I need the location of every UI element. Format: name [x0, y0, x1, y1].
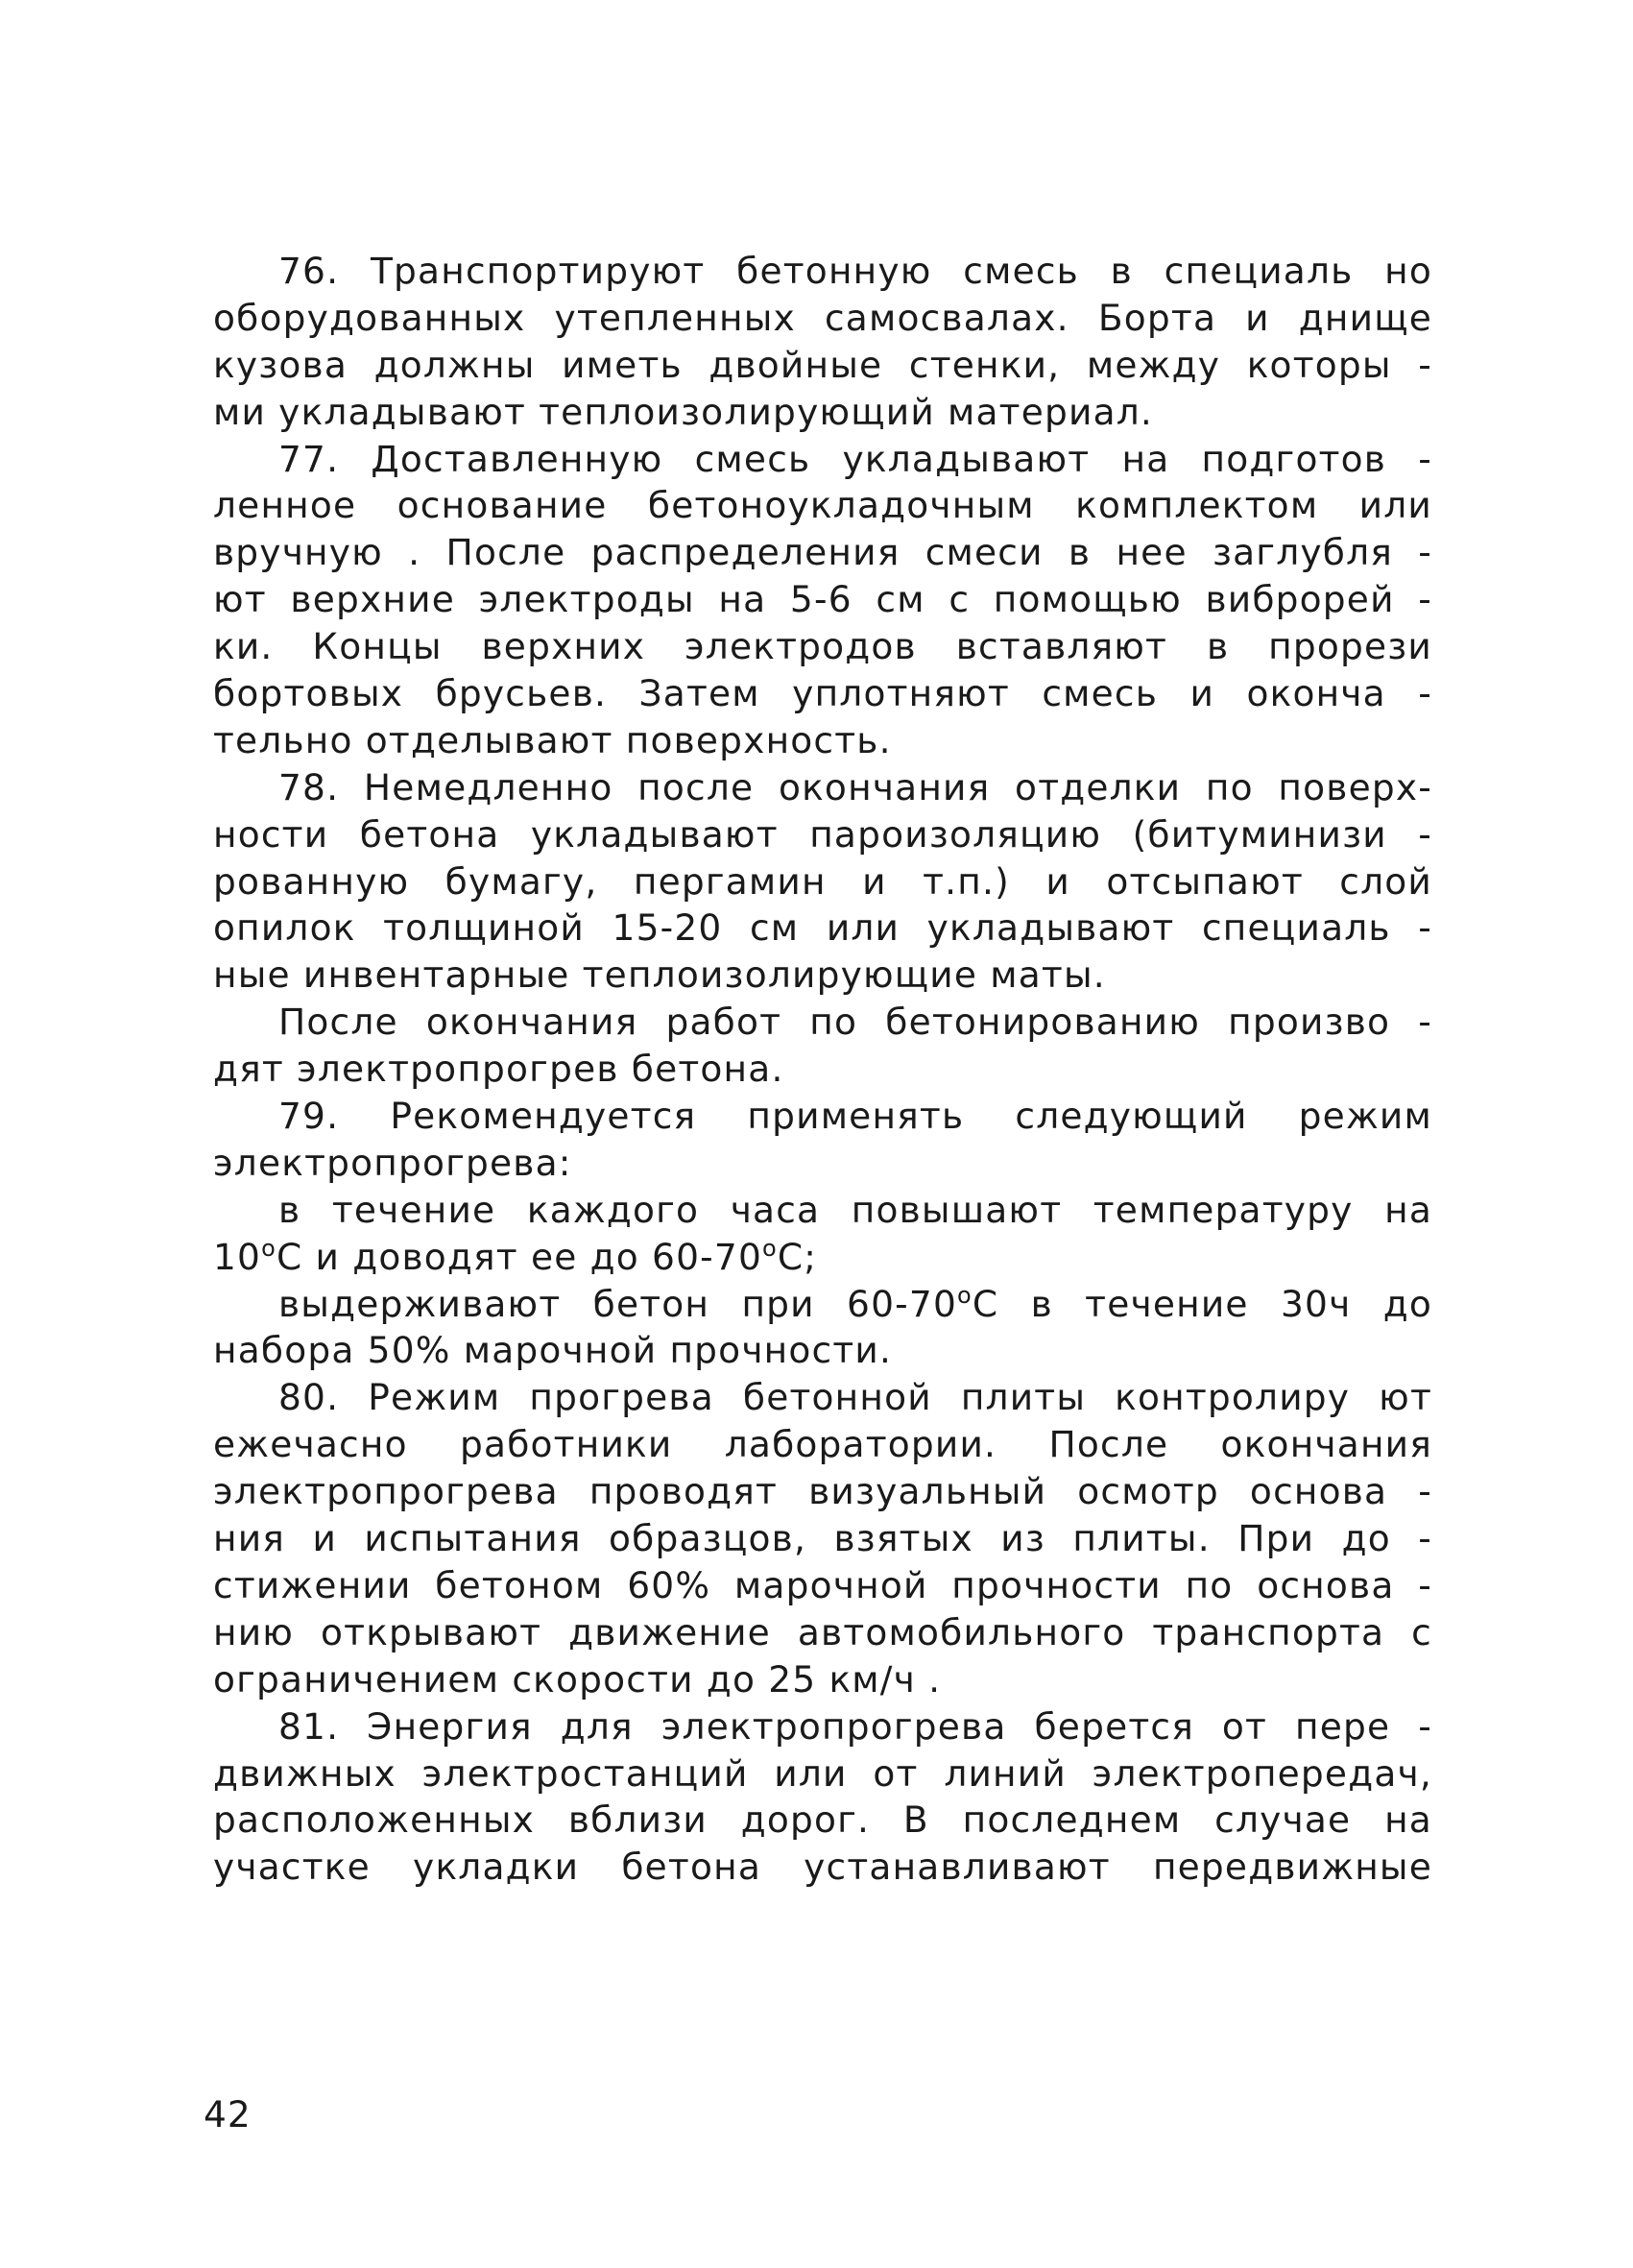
- paragraph-81: [213, 1703, 1432, 1892]
- text-line: рованную бумагу, пергамин и т.п.) и отсыпают слой: [213, 859, 1432, 903]
- text-line: [213, 1234, 1432, 1281]
- degree-superscript: о: [762, 1234, 778, 1262]
- paragraph-79: [213, 1093, 1432, 1187]
- text-line: 77. Доставленную смесь укладывают на подготов -: [278, 437, 1432, 480]
- text-line: расположенных вблизи дорог. В последнем случае на: [213, 1798, 1432, 1842]
- paragraph-80: [213, 1374, 1432, 1702]
- paragraph-79-heating-step: [213, 1187, 1432, 1281]
- text-line: ния и испытания образцов, взятых из плиты. При до -: [213, 1517, 1432, 1560]
- text-line: в течение каждого часа повышают температуру на: [278, 1188, 1432, 1231]
- text-line: тельно отделывают поверхность.: [213, 718, 892, 761]
- text-line: ные инвентарные теплоизолирующие маты.: [213, 953, 1106, 997]
- paragraph-concreting-note: [213, 999, 1432, 1093]
- text-line: ности бетона укладывают пароизоляцию (битуминизи -: [213, 812, 1432, 856]
- paragraph-76: [213, 248, 1432, 436]
- text-line: 76. Транспортируют бетонную смесь в специаль но: [278, 250, 1432, 292]
- text-line: ленное основание бетоноукладочным комплектом или: [213, 484, 1432, 527]
- text-line: 79. Рекомендуется применять следующий режим: [278, 1095, 1432, 1138]
- text-line: 80. Режим прогрева бетонной плиты контролиру ют: [278, 1376, 1432, 1419]
- paragraph-78: [213, 764, 1432, 999]
- text-line: ки. Концы верхних электродов вставляют в прорези: [213, 625, 1432, 668]
- degree-superscript: о: [957, 1281, 973, 1309]
- text-fragment: С;: [777, 1235, 818, 1278]
- text-line: После окончания работ по бетонированию произво -: [278, 1001, 1432, 1044]
- text-line: набора 50% марочной прочности.: [213, 1329, 893, 1372]
- text-line: кузова должны иметь двойные стенки, между которы -: [213, 343, 1432, 386]
- text-line: дят электропрогрев бетона.: [213, 1048, 784, 1091]
- text-line: электропрогрева проводят визуальный осмотр основа -: [213, 1470, 1432, 1513]
- text-line: ют верхние электроды на 5-6 см с помощью виброрей -: [213, 578, 1432, 621]
- text-line: [213, 1281, 1432, 1328]
- text-line: оборудованных утепленных самосвалах. Борта и днище: [213, 296, 1432, 339]
- text-line: участке укладки бетона устанавливают передвижные: [213, 1846, 1432, 1889]
- text-line: 78. Немедленно после окончания отделки по поверх-: [278, 765, 1432, 808]
- document-body: [213, 248, 1432, 1891]
- text-line: вручную . После распределения смеси в нее заглубля -: [213, 531, 1432, 574]
- degree-superscript: о: [261, 1234, 277, 1262]
- paragraph-77: [213, 436, 1432, 764]
- text-fragment: С в течение 30ч до: [972, 1282, 1432, 1325]
- text-line: нию открывают движение автомобильного транспорта с: [213, 1610, 1432, 1653]
- text-fragment: С и доводят ее до 60-70: [276, 1235, 762, 1278]
- text-line: стижении бетоном 60% марочной прочности по основа -: [213, 1563, 1432, 1606]
- text-line: опилок толщиной 15-20 см или укладывают специаль -: [213, 906, 1432, 950]
- text-line: движных электростанций или от линий электропередач,: [213, 1751, 1432, 1795]
- text-line: ми укладывают теплоизолирующий материал.: [213, 390, 1154, 433]
- text-line: ограничением скорости до 25 км/ч .: [213, 1657, 942, 1701]
- text-fragment: 10: [213, 1235, 262, 1278]
- paragraph-79-holding-step: [213, 1281, 1432, 1375]
- text-line: 81. Энергия для электропрогрева берется от пере -: [278, 1704, 1432, 1748]
- text-line: ежечасно работники лаборатории. После окончания: [213, 1423, 1432, 1466]
- page-number: 42: [204, 2093, 252, 2135]
- text-line: электропрогрева:: [213, 1141, 572, 1184]
- text-fragment: выдерживают бетон при 60-70: [278, 1282, 957, 1325]
- text-line: бортовых брусьев. Затем уплотняют смесь и оконча -: [213, 672, 1432, 715]
